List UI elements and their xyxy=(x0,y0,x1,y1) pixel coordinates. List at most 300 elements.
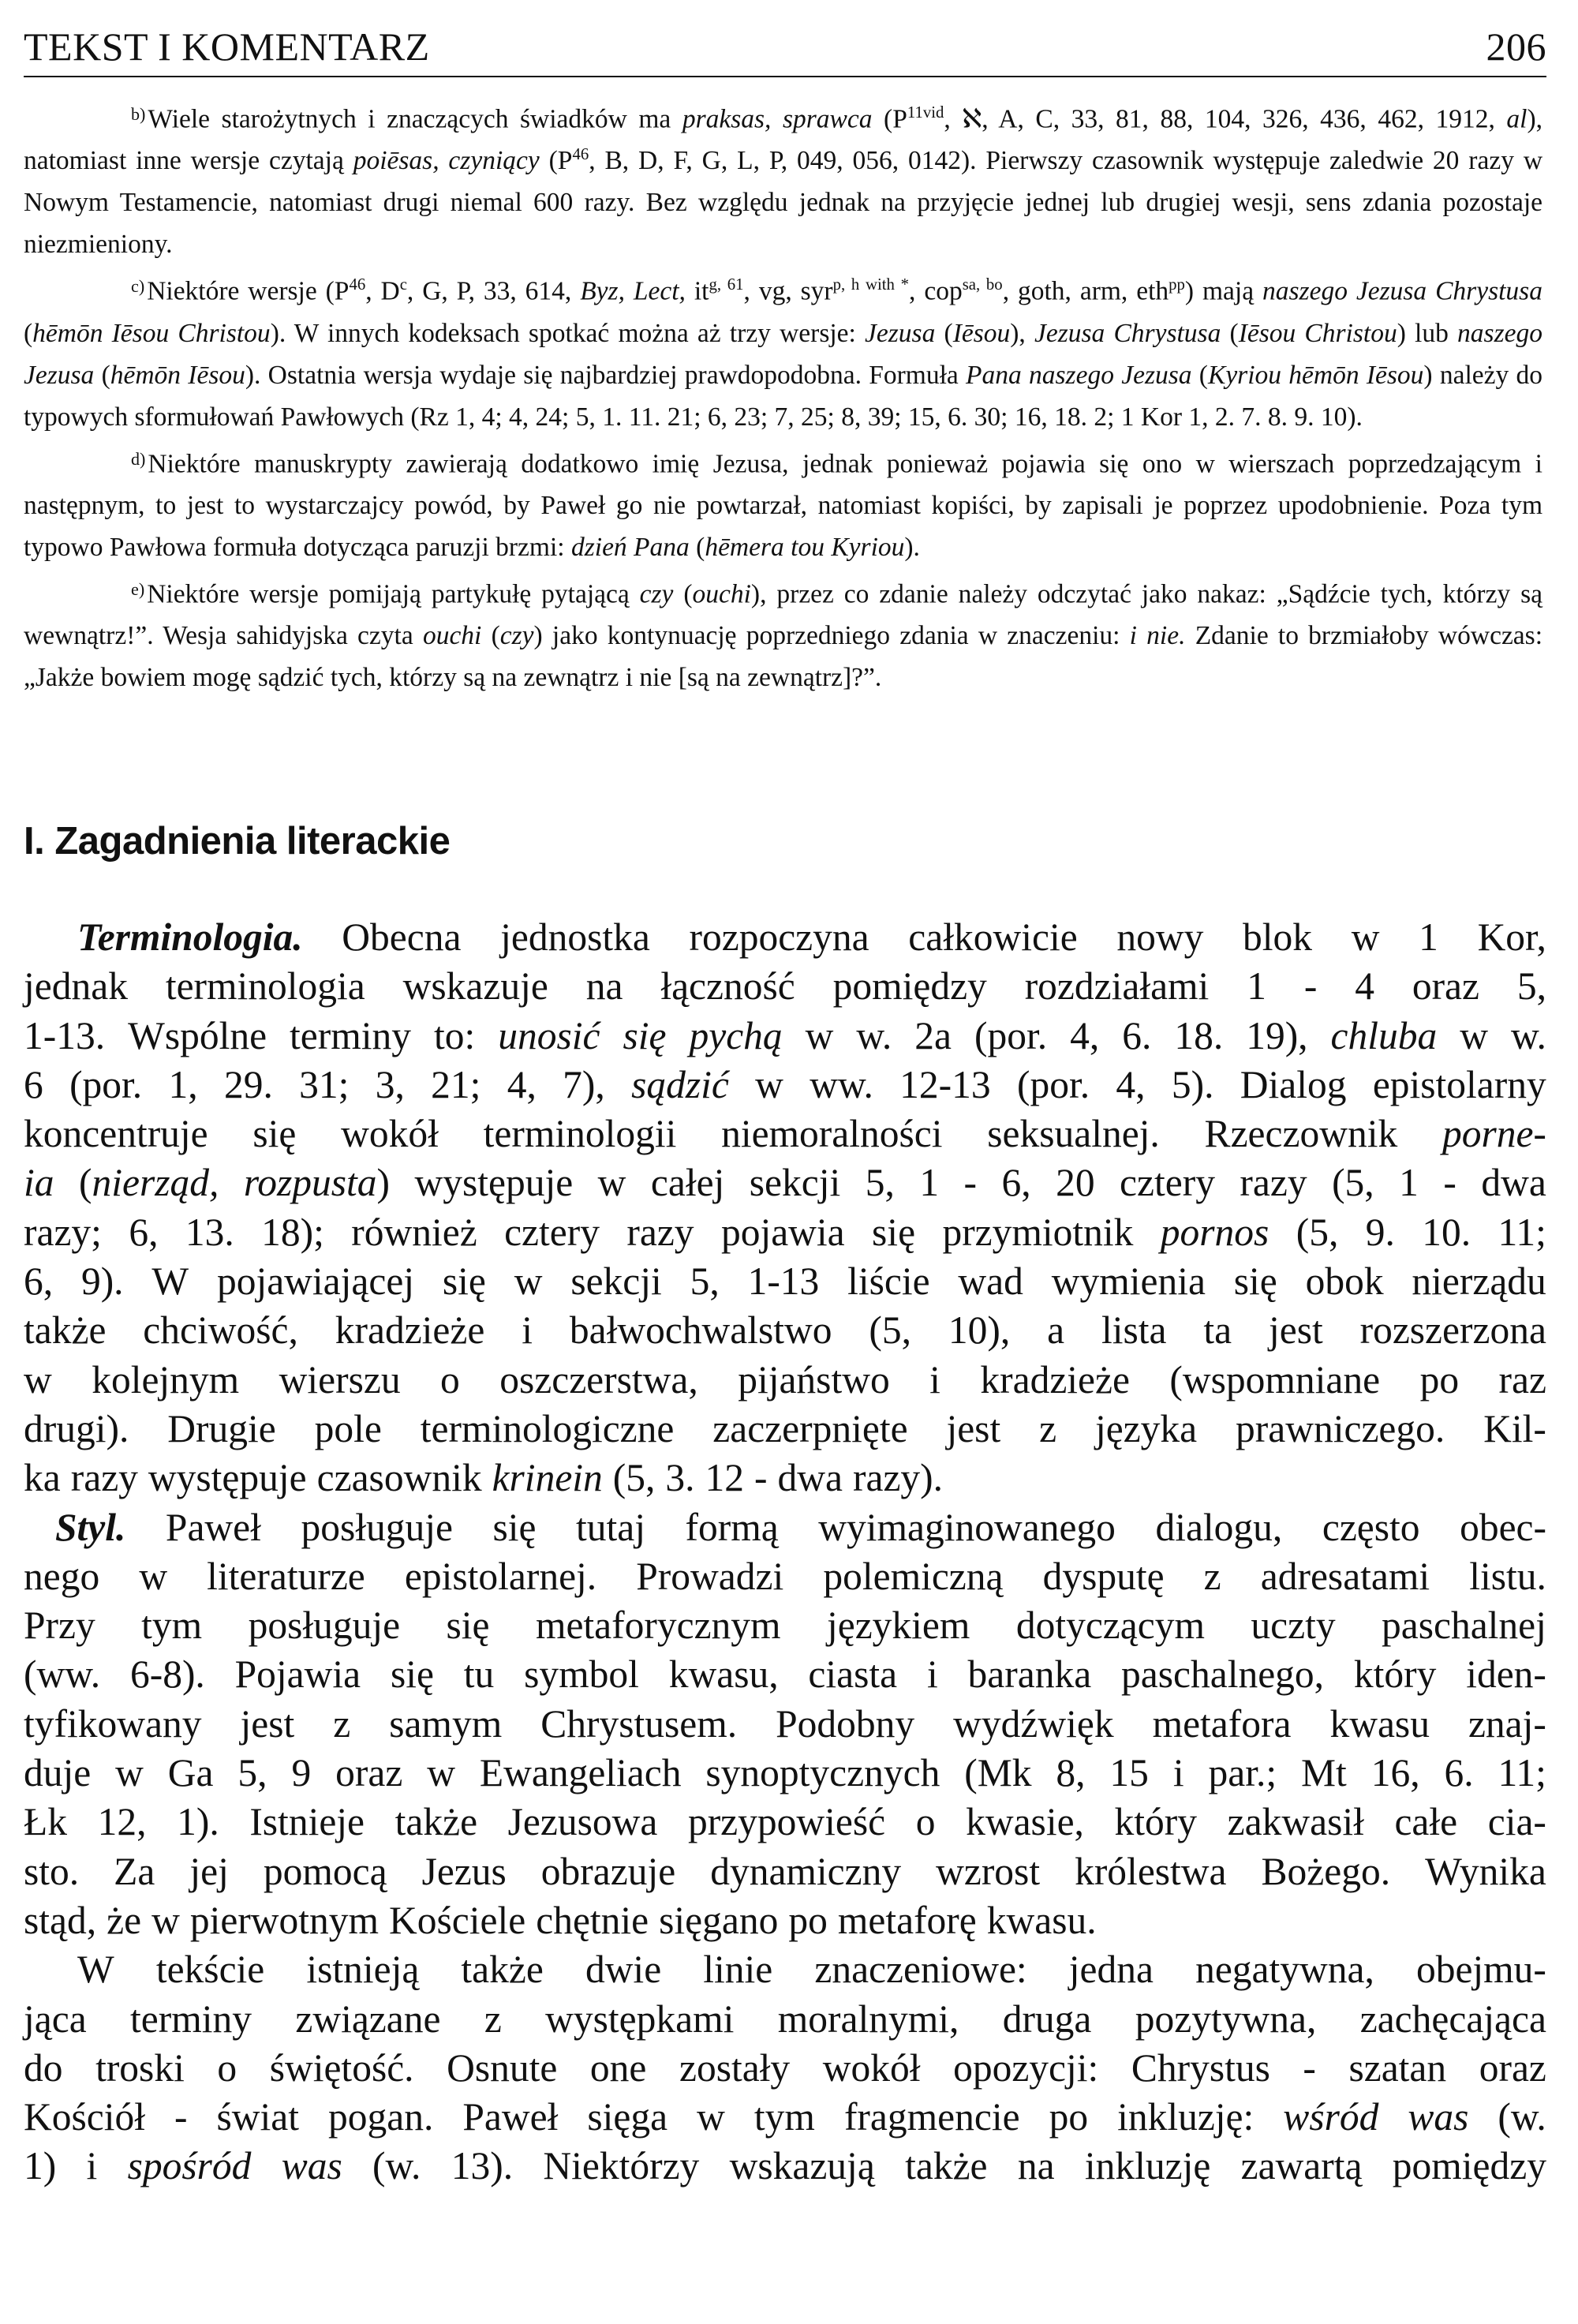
word: - xyxy=(174,2095,188,2139)
word: 4, xyxy=(507,1062,537,1106)
word: się xyxy=(252,1112,297,1156)
word: posługuje xyxy=(301,1505,453,1549)
word: dwa xyxy=(1481,1161,1546,1205)
word: Rzeczownik xyxy=(1204,1112,1398,1156)
body-line-21 xyxy=(24,1896,1546,1945)
word: (5, xyxy=(1296,1210,1339,1254)
word: znaj- xyxy=(1468,1701,1546,1746)
word: 10. xyxy=(1422,1210,1471,1254)
word: Jezus xyxy=(421,1849,507,1893)
word: w xyxy=(805,1013,834,1057)
note-b: b)Wiele starożytnych i znaczących świadków ma praksas, sprawca ($P^{11vid}$, ℵ, A, C, 33, 81, 88, 104, 326, 436, 462, 1912, al), natomiast inne wersje czytają poiēsas, czyniący ($P^{46}$, B, D, F, G, L, P, 049, 056, 0142). Pierwszy czasownik występuje zaledwie 20 razy w Nowym Testamencie, natomiast drugi niemal 600 razy. Bez względu jednak na przyjęcie jednej lub drugiej wesji, sens zdania pozostaje niezmieniony. xyxy=(24,93,1542,265)
word: troski xyxy=(95,2045,185,2090)
word: niemoralności xyxy=(721,1112,943,1156)
word: tutaj xyxy=(576,1505,645,1549)
word: cia- xyxy=(1487,1800,1546,1844)
word: o xyxy=(915,1800,936,1844)
word: 5, xyxy=(690,1259,720,1304)
word: że xyxy=(107,1898,142,1942)
word: 6. xyxy=(1122,1013,1152,1057)
word: cztery xyxy=(504,1210,600,1254)
word: 9 xyxy=(291,1751,312,1795)
word: dwa xyxy=(777,1456,843,1500)
word: także xyxy=(394,1800,478,1844)
word: całej xyxy=(650,1161,725,1205)
word: 8, xyxy=(1056,1751,1086,1795)
word: Za xyxy=(114,1849,155,1893)
word: 20 xyxy=(1056,1161,1095,1205)
word: jest xyxy=(946,1406,1001,1450)
word: kolejnym xyxy=(92,1357,240,1402)
word: który xyxy=(1114,1800,1198,1844)
word: zawartą xyxy=(1240,2144,1363,2188)
word: do xyxy=(24,2045,63,2090)
word: adresatami xyxy=(1260,1554,1430,1598)
word: (ww. xyxy=(24,1652,101,1697)
word: się xyxy=(442,1259,486,1304)
word: Przy xyxy=(24,1604,95,1648)
word: posługuje xyxy=(248,1604,401,1648)
word: pole xyxy=(314,1406,382,1450)
word: związane xyxy=(295,1997,441,2041)
word: porne- xyxy=(1442,1112,1546,1156)
word: pojawiającej xyxy=(216,1259,415,1304)
word: Drugie xyxy=(167,1406,276,1450)
word: one xyxy=(589,2045,647,2090)
word: raz xyxy=(1498,1357,1546,1402)
word: także xyxy=(24,1308,107,1353)
word: dysputę xyxy=(1042,1554,1165,1598)
word: wokół xyxy=(341,1112,439,1156)
running-head-title: TEKST I KOMENTARZ xyxy=(24,24,430,69)
word: terminologiczne xyxy=(420,1406,675,1450)
word: obok xyxy=(1305,1259,1384,1304)
body-line-4 xyxy=(24,1061,1546,1110)
word: nowy xyxy=(1116,915,1204,959)
word: 3. xyxy=(665,1456,695,1500)
word: 29. xyxy=(223,1062,273,1106)
body-line-7 xyxy=(24,1208,1546,1257)
word: was xyxy=(281,2144,342,2188)
word: się xyxy=(446,1604,490,1648)
word: 5, xyxy=(1516,964,1546,1009)
word: (por. xyxy=(69,1062,143,1106)
body-line-1 xyxy=(24,913,1546,962)
word: Chrystusem. xyxy=(540,1701,738,1746)
word: w. xyxy=(856,1013,892,1057)
word: (5, xyxy=(1332,1161,1374,1205)
word: pomiędzy xyxy=(832,964,987,1009)
word: w xyxy=(1351,915,1380,959)
word: i xyxy=(926,1652,938,1697)
word: pojawia xyxy=(720,1210,845,1254)
word: tyfikowany xyxy=(24,1701,202,1746)
word: występuje xyxy=(414,1161,574,1205)
word: - xyxy=(754,1456,768,1500)
word: sto. xyxy=(24,1849,80,1893)
word: się xyxy=(1233,1259,1277,1304)
word: lista xyxy=(1101,1308,1167,1353)
word: Podobny xyxy=(776,1701,915,1746)
word: metaforycznym xyxy=(535,1604,781,1648)
body-line-12 xyxy=(24,1454,1546,1503)
word: dialogu, xyxy=(1155,1505,1283,1549)
word: występkami xyxy=(545,1997,735,2041)
word: Bożego. xyxy=(1261,1849,1391,1893)
word: Ewangeliach xyxy=(479,1751,682,1795)
word: ia xyxy=(24,1161,54,1205)
word: nierządu xyxy=(1412,1259,1546,1304)
word: 1 xyxy=(1399,1161,1419,1205)
note-d: d)Niektóre manuskrypty zawierają dodatkowo imię Jezusa, jednak ponieważ pojawia się ono w wierszach poprzedzającym i następnym, to jest to wystarczajcy powód, by Paweł go nie powtarzał, natomiast kopiści, by zapisali je poprzez upodobnienie. Poza tym typowo Pawłowa formuła dotycząca paruzji brzmi: dzień Pana (hēmera tou Kyriou). xyxy=(24,438,1542,568)
word: kwasu. xyxy=(986,1898,1097,1942)
word: (nierząd, xyxy=(78,1161,219,1205)
word: znaczeniowe: xyxy=(814,1948,1027,1992)
note-e: e)Niektóre wersje pomijają partykułę pytającą czy (ouchi), przez co zdanie należy odczytać jako nakaz: „Sądźcie tych, którzy są wewnątrz!”. Wesja sahidyjska czyta ouchi (czy) jako kontynuację poprzedniego zdania w znaczeniu: i nie. Zdanie to brzmiałoby wówczas: „Jakże bowiem mogę sądzić tych, którzy są na zewnątrz i nie [są na zewnątrz]?”. xyxy=(24,568,1542,698)
body-line-14 xyxy=(24,1552,1546,1601)
word: Pojawia xyxy=(234,1652,361,1697)
word: bałwochwalstwo xyxy=(569,1308,832,1353)
word: fragmencie xyxy=(843,2095,1020,2139)
word: koncentruje xyxy=(24,1112,208,1156)
word: w xyxy=(427,1751,455,1795)
body-line-17 xyxy=(24,1700,1546,1749)
word: Kościele xyxy=(389,1898,526,1942)
word: krinein xyxy=(492,1456,603,1500)
word: Obecna xyxy=(342,915,462,959)
word: kwasu, xyxy=(668,1652,779,1697)
word: w xyxy=(697,2095,725,2139)
word: dynamiczny xyxy=(710,1849,902,1893)
word: jest xyxy=(1268,1308,1323,1353)
word: także xyxy=(905,2144,988,2188)
word: w xyxy=(151,1898,180,1942)
word: całe xyxy=(1394,1800,1458,1844)
word: wyimaginowanego xyxy=(818,1505,1116,1549)
word: obrazuje xyxy=(540,1849,676,1893)
word: 11; xyxy=(1498,1210,1546,1254)
word: wskazuje xyxy=(402,964,548,1009)
word: 13. xyxy=(185,1210,234,1254)
word: epistolarny xyxy=(1372,1062,1546,1106)
word: dotyczącym xyxy=(1015,1604,1205,1648)
word: razy). xyxy=(852,1456,944,1500)
word: (por. xyxy=(974,1013,1048,1057)
word: ka xyxy=(24,1456,61,1500)
word: jednak xyxy=(24,964,128,1009)
word: pierwotnym xyxy=(189,1898,380,1942)
word: w xyxy=(139,1554,168,1598)
word: nego xyxy=(24,1554,100,1598)
note-label: d) xyxy=(131,448,146,469)
word: i xyxy=(86,2144,98,2188)
word: na xyxy=(1017,2144,1055,2188)
word: 1). xyxy=(177,1800,219,1844)
word: się xyxy=(492,1505,537,1549)
word: w xyxy=(1460,1013,1489,1057)
word: listu. xyxy=(1469,1554,1546,1598)
section-heading: I. Zagadnienia literackie xyxy=(24,820,451,863)
word: tym xyxy=(141,1604,203,1648)
word: Osnute xyxy=(447,2045,558,2090)
word: z xyxy=(484,1997,502,2041)
word: drugi). xyxy=(24,1406,129,1450)
body-line-2 xyxy=(24,962,1546,1011)
word: 31; xyxy=(299,1062,350,1106)
word: i xyxy=(929,1357,940,1402)
word: iden- xyxy=(1466,1652,1546,1697)
word: Wynika xyxy=(1425,1849,1546,1893)
word: inkluzję: xyxy=(1117,2095,1255,2139)
body-line-6 xyxy=(24,1158,1546,1207)
word: dwie xyxy=(585,1948,662,1992)
word: świat xyxy=(216,2095,300,2139)
body-line-25 xyxy=(24,2093,1546,2142)
word: 6. xyxy=(1444,1751,1474,1795)
word: sięgano xyxy=(659,1898,779,1942)
word: Paweł xyxy=(462,2095,559,2139)
word: istnieją xyxy=(306,1948,420,1992)
note-c: c)Niektóre wersje ($P^{46}$, $D^c$, G, P, 33, 614, Byz, Lect, it$^{g, 61}$, vg, syr$^{p, h with *}$, cop$^{sa, bo}$, goth, arm, eth$^{pp}$) mają naszego Jezusa Chrystusa (hēmōn Iēsou Christou). W innych kodeksach spotkać można aż trzy wersje: Jezusa (Iēsou), Jezusa Chrystusa (Iēsou Christou) lub naszego Jezusa (hēmōn Iēsou). Ostatnia wersja wydaje się najbardziej prawdopodobna. Formuła Pana naszego Jezusa (Kyriou hēmōn Iēsou) należy do typowych sformułowań Pawłowych (Rz 1, 4; 4, 24; 5, 1. 11. 21; 6, 23; 7, 25; 8, 39; 15, 6. 30; 16, 18. 2; 1 Kor 1, 2. 7. 8. 9. 10). xyxy=(24,265,1542,437)
word: spośród xyxy=(127,2144,252,2188)
word: w xyxy=(24,1357,52,1402)
body-line-11 xyxy=(24,1405,1546,1454)
word: zaczerpnięte xyxy=(712,1406,908,1450)
word: wokół xyxy=(822,2045,921,2090)
word: - xyxy=(1443,1161,1456,1205)
word: wzrost xyxy=(936,1849,1041,1893)
word: sekcji xyxy=(749,1161,841,1205)
word: Styl. xyxy=(55,1505,126,1549)
word: czasownik xyxy=(316,1456,482,1500)
word: ta xyxy=(1203,1308,1232,1353)
word: razy xyxy=(626,1210,694,1254)
word: rozpusta) xyxy=(243,1161,391,1205)
word: wierszu xyxy=(279,1357,401,1402)
word: królestwa xyxy=(1075,1849,1227,1893)
word: 5, xyxy=(237,1751,267,1795)
word: W xyxy=(77,1948,114,1992)
word: tu xyxy=(463,1652,495,1697)
word: 18); xyxy=(261,1210,324,1254)
body-line-18 xyxy=(24,1749,1546,1798)
word: (w. xyxy=(1498,2095,1546,2139)
word: formą xyxy=(685,1505,779,1549)
word: (Mk xyxy=(964,1751,1032,1795)
word: prawniczego. xyxy=(1236,1406,1445,1450)
word: terminologii xyxy=(483,1112,677,1156)
word: pomocą xyxy=(263,1849,387,1893)
word: pychą xyxy=(689,1013,783,1057)
word: pozytywna, xyxy=(1135,1997,1317,2041)
word: Kil- xyxy=(1483,1406,1546,1450)
word: inkluzję xyxy=(1084,2144,1211,2188)
word: epistolarnej. xyxy=(404,1554,597,1598)
word: sekcji xyxy=(570,1259,662,1304)
word: 10), xyxy=(948,1308,1011,1353)
word: (5, xyxy=(612,1456,656,1500)
word: chluba xyxy=(1330,1013,1438,1057)
word: zachęcająca xyxy=(1359,1997,1546,2041)
word: wśród xyxy=(1283,2095,1379,2139)
word: także xyxy=(461,1948,544,1992)
word: 1, xyxy=(168,1062,198,1106)
main-text xyxy=(24,913,1546,2191)
word: się xyxy=(872,1210,916,1254)
word: paschalnego, xyxy=(1121,1652,1325,1697)
word: oraz xyxy=(335,1751,403,1795)
word: kwasu xyxy=(1329,1701,1430,1746)
word: blok xyxy=(1243,915,1313,959)
word: w xyxy=(514,1259,543,1304)
word: literaturze xyxy=(207,1554,365,1598)
word: występuje xyxy=(148,1456,307,1500)
note-label: c) xyxy=(131,276,145,297)
word: 1-13 xyxy=(747,1259,820,1304)
body-line-9 xyxy=(24,1306,1546,1355)
word: 5). xyxy=(1171,1062,1214,1106)
word: świętość. xyxy=(269,2045,414,2090)
word: 18. xyxy=(1174,1013,1224,1057)
word: (por. xyxy=(1016,1062,1090,1106)
word: samym xyxy=(389,1701,503,1746)
word: 7), xyxy=(563,1062,605,1106)
word: jąca xyxy=(24,1997,87,2041)
word: z xyxy=(1203,1554,1221,1598)
word: (wspomniane xyxy=(1169,1357,1381,1402)
word: 12 xyxy=(705,1456,745,1500)
word: Wspólne xyxy=(128,1013,267,1057)
word: 2a xyxy=(914,1013,952,1057)
word: 4, xyxy=(1070,1013,1100,1057)
word: Prowadzi xyxy=(636,1554,784,1598)
word: terminy xyxy=(290,1013,412,1057)
word: liście xyxy=(847,1259,930,1304)
header-rule xyxy=(24,76,1546,77)
word: pomiędzy xyxy=(1392,2144,1546,2188)
word: Ga xyxy=(167,1751,214,1795)
word: zostały xyxy=(679,2045,791,2090)
word: paschalnej xyxy=(1382,1604,1546,1648)
word: języka xyxy=(1094,1406,1198,1450)
word: razy xyxy=(1240,1161,1307,1205)
word: razy xyxy=(70,1456,138,1500)
word: 13). xyxy=(451,2144,514,2188)
word: negatywna, xyxy=(1195,1948,1374,1992)
word: Terminologia. xyxy=(77,915,303,959)
body-line-10 xyxy=(24,1356,1546,1405)
word: po xyxy=(788,1898,828,1942)
word: Łk xyxy=(24,1800,67,1844)
word: (w. xyxy=(372,2144,421,2188)
word: Kościół xyxy=(24,2095,145,2139)
word: sięga xyxy=(587,2095,668,2139)
word: 1 xyxy=(1419,915,1438,959)
word: zakwasił xyxy=(1227,1800,1364,1844)
word: Chrystus xyxy=(1131,2045,1270,2090)
word: się xyxy=(390,1652,434,1697)
word: 19), xyxy=(1246,1013,1308,1057)
word: symbol xyxy=(524,1652,639,1697)
word: językiem xyxy=(826,1604,970,1648)
word: 5, xyxy=(865,1161,895,1205)
word: 1) xyxy=(24,2144,57,2188)
word: 1 xyxy=(1247,964,1266,1009)
word: Dialog xyxy=(1240,1062,1347,1106)
word: jedna xyxy=(1068,1948,1154,1992)
word: to: xyxy=(434,1013,476,1057)
word: kradzieże xyxy=(980,1357,1130,1402)
word: w xyxy=(115,1751,144,1795)
word: 9). xyxy=(80,1259,124,1304)
word: kwasie, xyxy=(966,1800,1084,1844)
word: synoptycznych xyxy=(705,1751,940,1795)
word: pornos xyxy=(1160,1210,1270,1254)
body-line-5 xyxy=(24,1110,1546,1158)
word: pogan. xyxy=(328,2095,434,2139)
textual-notes xyxy=(24,93,1542,698)
word: łączność xyxy=(660,964,795,1009)
word: par.; xyxy=(1208,1751,1277,1795)
word: chętnie xyxy=(536,1898,649,1942)
word: unosić xyxy=(498,1013,600,1057)
word: 1-13. xyxy=(24,1013,106,1057)
word: rozszerzona xyxy=(1359,1308,1546,1353)
word: z xyxy=(333,1701,351,1746)
word: baranka xyxy=(967,1652,1092,1697)
word: kradzieże xyxy=(335,1308,485,1353)
word: o xyxy=(217,2045,237,2090)
word: na xyxy=(585,964,623,1009)
word: (5, xyxy=(869,1308,912,1353)
body-line-19 xyxy=(24,1798,1546,1847)
word: przypowieść xyxy=(687,1800,886,1844)
word: również xyxy=(351,1210,477,1254)
word: 6, xyxy=(129,1210,159,1254)
page-number: 206 xyxy=(1486,24,1546,69)
word: 6-8). xyxy=(129,1652,205,1697)
word: terminologia xyxy=(165,964,365,1009)
word: polemiczną xyxy=(823,1554,1004,1598)
word: Istnieje xyxy=(249,1800,365,1844)
word: który xyxy=(1353,1652,1437,1697)
word: i xyxy=(1172,1751,1184,1795)
word: Niektórzy xyxy=(543,2144,700,2188)
word: terminy xyxy=(130,1997,252,2041)
word: szatan xyxy=(1348,2045,1447,2090)
word: ciasta xyxy=(808,1652,898,1697)
word: obejmu- xyxy=(1415,1948,1546,1992)
word: pijaństwo xyxy=(738,1357,890,1402)
word: - xyxy=(963,1161,978,1205)
word: duje xyxy=(24,1751,92,1795)
body-line-13 xyxy=(24,1503,1546,1552)
word: w xyxy=(755,1062,783,1106)
word: rozdziałami xyxy=(1024,964,1210,1009)
word: wymienia xyxy=(1051,1259,1206,1304)
word: jej xyxy=(189,1849,229,1893)
word: druga xyxy=(1002,1997,1092,2041)
word: w xyxy=(597,1161,626,1205)
word: sądzić xyxy=(631,1062,729,1106)
word: rozpoczyna xyxy=(689,915,869,959)
word: 12, xyxy=(97,1800,147,1844)
word: Paweł xyxy=(165,1505,261,1549)
word: oraz xyxy=(1479,2045,1546,2090)
word: chciwość, xyxy=(143,1308,298,1353)
word: ww. xyxy=(810,1062,873,1106)
word: moralnymi, xyxy=(777,1997,959,2041)
